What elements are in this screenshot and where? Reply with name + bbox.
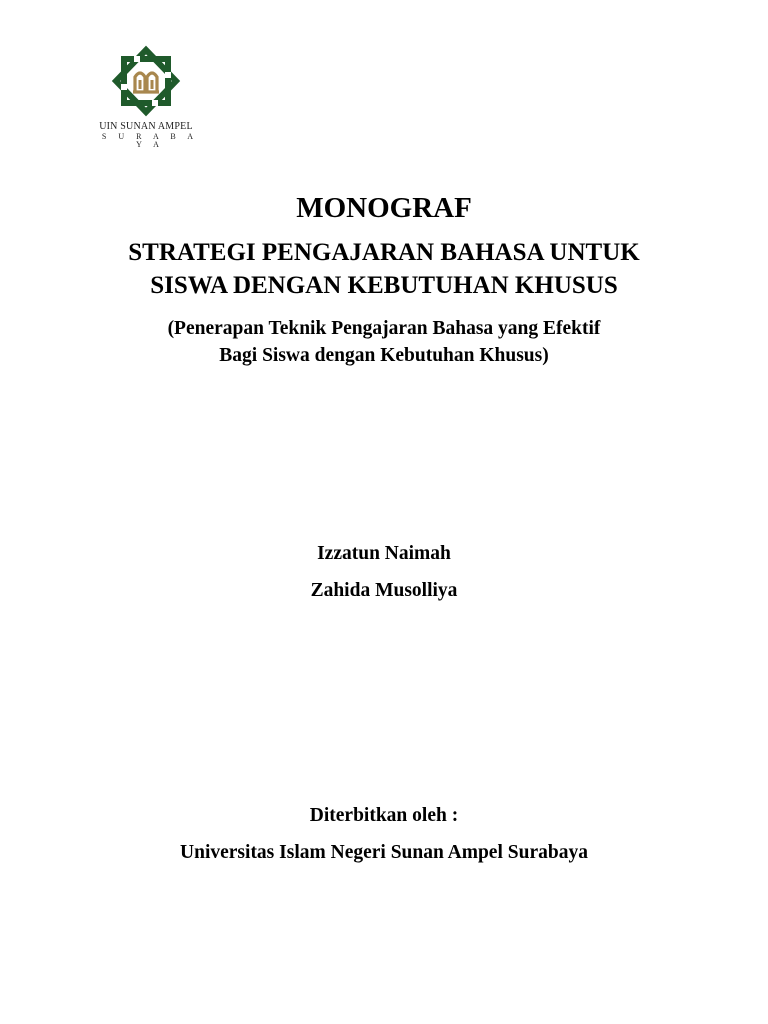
subnote-line-1: (Penerapan Teknik Pengajaran Bahasa yang Efektif — [167, 318, 601, 339]
author-name: Zahida Musolliya — [310, 580, 458, 601]
uin-emblem-icon — [104, 44, 188, 118]
logo-university-name: UIN SUNAN AMPEL — [99, 121, 193, 132]
author-name: Izzatun Naimah — [317, 543, 451, 564]
subtitle-line-1: STRATEGI PENGAJARAN BAHASA UNTUK — [128, 239, 640, 266]
subtitle-line-2: SISWA DENGAN KEBUTUHAN KHUSUS — [150, 272, 618, 299]
document-subnote — [0, 315, 768, 369]
subnote-line-2: Bagi Siswa dengan Kebutuhan Khusus) — [219, 345, 549, 366]
document-subtitle — [0, 236, 768, 302]
logo-city-name: S U R A B A Y A — [101, 132, 199, 149]
university-logo — [96, 44, 202, 148]
publisher-name: Universitas Islam Negeri Sunan Ampel Surabaya — [180, 842, 588, 863]
publisher-label: Diterbitkan oleh : — [309, 805, 459, 826]
document-title: MONOGRAF — [296, 192, 472, 224]
